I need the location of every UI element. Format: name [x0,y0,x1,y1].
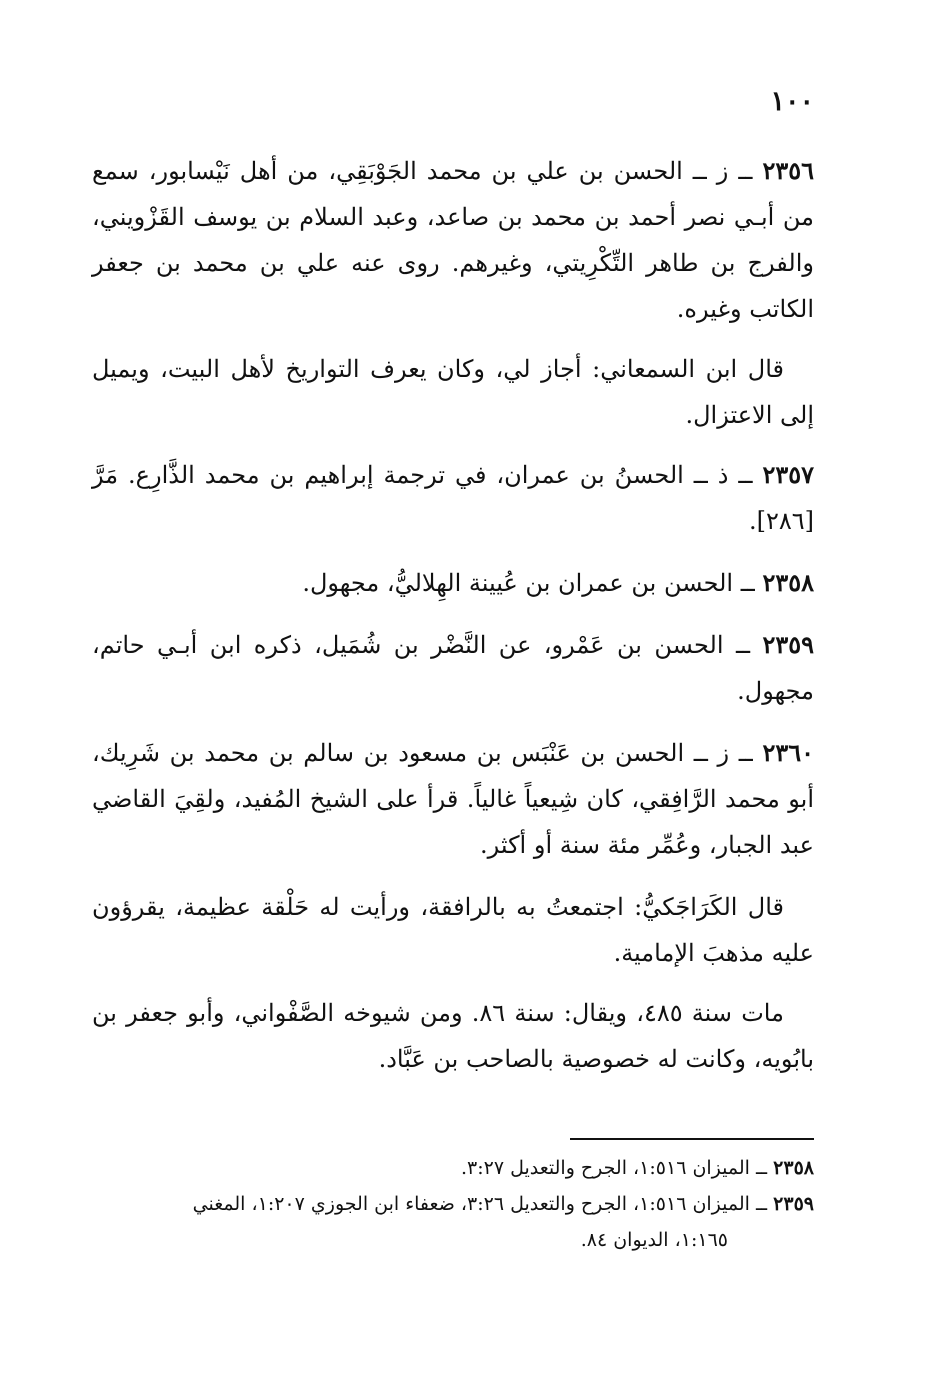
entry-number: ٢٣٥٨ [762,568,814,597]
footnote-number: ٢٣٥٨ [773,1157,814,1179]
entry-text: ــ ذ ــ الحسنُ بن عمران، في ترجمة إبراهيم بن محمد الذَّارِع. مَرَّ [٢٨٦]. [92,461,814,535]
footnote-2359-continuation: ١:١٦٥، الديوان ٨٤. [580,1229,728,1251]
paragraph-samani: قال ابن السمعاني: أجاز لي، وكان يعرف التواريخ لأهل البيت، ويميل إلى الاعتزال. [92,355,814,429]
footnote-number: ٢٣٥٩ [773,1193,814,1215]
book-page [92,0,814,1374]
entry-number: ٢٣٥٦ [762,156,814,185]
footnote-text: ــ الميزان ١:٥١٦، الجرح والتعديل ٣:٢٦، ضعفاء ابن الجوزي ١:٢٠٧، المغني [192,1193,768,1215]
footnote-2359 [92,1186,814,1222]
entry-text: ــ الحسن بن عَمْرو، عن النَّضْر بن شُمَيل، ذكره ابن أبـي حاتم، مجهول. [92,631,814,705]
entry-number: ٢٣٥٩ [762,630,814,659]
footnote-2358 [92,1150,814,1186]
entry-text: ــ ز ــ الحسن بن علي بن محمد الجَوْبَقِي، من أهل نَيْسابور، سمع من أبـي نصر أحمد بن محمد بن صاعد، وعبد السلام بن يوسف القَزْويني، والفرج بن طاهر التِّكْرِيتي، وغيرهم. روى عنه علي بن محمد بن جعفر الكاتب وغيره. [92,157,815,323]
entry-2356 [92,148,814,332]
entry-text: ــ الحسن بن عمران بن عُيينة الهِلاليُّ، مجهول. [302,569,755,597]
footnotes [92,1150,814,1258]
footnote-divider [570,1138,814,1140]
main-text [92,148,814,1096]
entry-2359 [92,622,814,714]
entry-2360 [92,730,814,868]
entry-text: ــ ز ــ الحسن بن عَنْبَس بن مسعود بن سالم بن محمد بن شَرِيك، أبو محمد الرَّافِقي، كان شِيعياً غالياً. قرأ على الشيخ المُفيد، ولقِيَ القاضي عبد الجبار، وعُمِّر مئة سنة أو أكثر. [92,739,814,859]
entry-2358 [92,560,814,606]
entry-2357 [92,452,814,544]
paragraph-karajaki: قال الكَرَاجَكيُّ: اجتمعتُ به بالرافقة، ورأيت له حَلْقة عظيمة، يقرؤون عليه مذهبَ الإمامية. [92,893,814,967]
entry-number: ٢٣٥٧ [762,460,814,489]
footnote-text: ــ الميزان ١:٥١٦، الجرح والتعديل ٣:٢٧. [460,1157,768,1179]
paragraph-death-year: مات سنة ٤٨٥، ويقال: سنة ٨٦. ومن شيوخه الصَّفْواني، وأبو جعفر بن بابُويه، وكانت له خصوصية بالصاحب بن عَبَّاد. [92,999,814,1073]
entry-number: ٢٣٦٠ [762,738,814,767]
page-number: ١٠٠ [770,86,814,117]
